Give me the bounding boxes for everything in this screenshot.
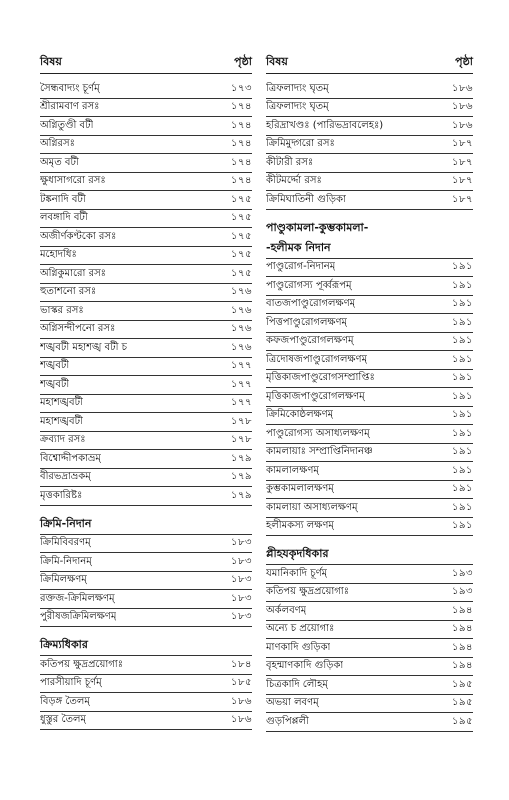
entry-page: ১৭৯: [231, 489, 252, 501]
entry-title: কামলায়া অসাধ্যলক্ষণম্: [266, 501, 358, 513]
entry-page: ১৭৪: [231, 156, 252, 168]
toc-entry: [266, 713, 473, 732]
toc-entry: [40, 99, 252, 118]
entry-title: পাণ্ডুরোগস্য পূর্ব্বরূপম্: [266, 279, 352, 291]
entry-page: ১৮৩: [231, 537, 252, 549]
entry-title: কতিপয় ক্ষুদ্রপ্রয়োগাঃ: [40, 658, 124, 670]
toc-entry: [266, 351, 473, 370]
entry-page: ১৭৯: [231, 452, 252, 464]
entry-title: কুম্ভকামলালক্ষণম্: [266, 483, 334, 495]
entry-page: ১৭৯: [231, 471, 252, 483]
toc-entry: [40, 553, 252, 572]
entry-title: কতিপয় ক্ষুদ্রপ্রয়োগাঃ: [266, 586, 350, 598]
section-title: পাণ্ডুকামলা-কুম্ভকামলা-: [266, 220, 369, 234]
entry-title: কামলায়াঃ সম্প্রাপ্তিনিদানঞ্চ: [266, 446, 373, 458]
entry-title: কীটারী রসঃ: [266, 156, 314, 168]
right-entry-list: [266, 80, 473, 210]
entry-title: রক্তজ-ক্রিমিলক্ষণম্: [40, 592, 115, 604]
entry-page: ১৯১: [452, 261, 473, 273]
toc-entry: [266, 296, 473, 315]
entry-title: অগ্নিসন্দীপনো রসঃ: [40, 323, 116, 335]
toc-entry: [266, 388, 473, 407]
entry-title: অভয়া লবণম্: [266, 697, 319, 709]
toc-entry: [40, 339, 252, 358]
toc-entry: [266, 621, 473, 640]
entry-page: ১৯১: [452, 483, 473, 495]
left-column: [40, 52, 252, 730]
entry-page: ১৯৫: [452, 697, 473, 709]
entry-title: শঙ্খবটী: [40, 360, 70, 372]
entry-title: কফজপাণ্ডুরোগলক্ষণম্: [266, 335, 354, 347]
toc-entry: [40, 609, 252, 628]
entry-title: অর্কলবণম্: [266, 604, 307, 616]
entry-title: বিশ্বোদ্দীপকাভ্রম্: [40, 452, 101, 464]
toc-entry: [40, 358, 252, 377]
entry-page: ১৮৬: [231, 714, 252, 726]
entry-title: শঙ্খবটী মহাশঙ্খ বটী চ: [40, 341, 128, 353]
entry-page: ১৭৮: [231, 415, 252, 427]
entry-page: ১৮৭: [452, 175, 473, 187]
toc-entry: [266, 117, 473, 136]
toc-entry: [266, 154, 473, 173]
entry-page: ১৯১: [452, 390, 473, 402]
entry-page: ১৯৪: [452, 604, 473, 616]
left-entry-list: [40, 80, 252, 506]
entry-page: ১৭৪: [231, 175, 252, 187]
right-column: [266, 52, 473, 732]
entry-title: মৃত্তিকাজপাণ্ডুরোগসম্প্রাপ্তিঃ: [266, 372, 375, 384]
entry-title: বীরভদ্রাভ্রকম্: [40, 471, 91, 483]
toc-entry: [266, 518, 473, 537]
entry-title: কামলালক্ষণম্: [266, 464, 319, 476]
entry-title: বাতজপাণ্ডুরোগলক্ষণম্: [266, 298, 356, 310]
entry-page: ১৯৩: [452, 586, 473, 598]
entry-page: ১৮৭: [452, 156, 473, 168]
toc-entry: [266, 565, 473, 584]
toc-entry: [266, 481, 473, 500]
entry-page: ১৭৪: [231, 101, 252, 113]
entry-title: অগ্নিকুমারো রসঃ: [40, 267, 107, 279]
entry-title: মহোদধিঃ: [40, 249, 77, 261]
toc-entry: [266, 444, 473, 463]
entry-title: ক্রিমি-নিদানম্: [40, 555, 92, 567]
left-section1-list: [40, 535, 252, 628]
left-header: [40, 52, 252, 74]
entry-page: ১৮৩: [231, 611, 252, 623]
entry-title: মৃত্তকারিষ্টঃ: [40, 489, 83, 501]
entry-page: ১৯৪: [452, 623, 473, 635]
toc-entry: [40, 284, 252, 303]
entry-title: শঙ্খবটী: [40, 378, 70, 390]
entry-page: ১৮৩: [231, 574, 252, 586]
entry-page: ১৯৩: [452, 567, 473, 579]
entry-page: ১৭৫: [231, 193, 252, 205]
toc-entry: [266, 462, 473, 481]
entry-title: ক্রিমিবিবরণম্: [40, 537, 91, 549]
toc-entry: [40, 191, 252, 210]
toc-entry: [266, 333, 473, 352]
entry-page: ১৭৬: [231, 286, 252, 298]
toc-entry: [266, 695, 473, 714]
toc-entry: [266, 425, 473, 444]
toc-entry: [266, 676, 473, 695]
header-subject: বিষয়: [40, 55, 62, 68]
toc-entry: [40, 376, 252, 395]
entry-page: ১৭৭: [231, 378, 252, 390]
toc-entry: [266, 584, 473, 603]
entry-title: পাণ্ডুরোগ-নিদানম্: [266, 261, 336, 273]
toc-entry: [40, 675, 252, 694]
entry-title: ধুস্তুর তৈলম্: [40, 714, 87, 726]
entry-title: ক্ষুধাসাগরো রসঃ: [40, 175, 106, 187]
right-header: [266, 52, 473, 74]
entry-page: ১৯৫: [452, 678, 473, 690]
toc-entry: [40, 210, 252, 229]
section-title: ক্রিম্যধিকার: [40, 635, 252, 656]
entry-page: ১৯১: [452, 353, 473, 365]
entry-page: ১৮৩: [231, 555, 252, 567]
entry-title: মহাশঙ্খবটী: [40, 397, 83, 409]
toc-entry: [40, 154, 252, 173]
toc-entry: [40, 413, 252, 432]
toc-entry: [266, 99, 473, 118]
toc-entry: [40, 656, 252, 675]
toc-entry: [40, 572, 252, 591]
section-title: প্লীহযকৃদধিকার: [266, 544, 473, 565]
toc-entry: [40, 321, 252, 340]
entry-page: ১৭৭: [231, 397, 252, 409]
entry-title: হলীমকস্য লক্ষণম্: [266, 520, 334, 532]
toc-entry: [266, 136, 473, 155]
entry-page: ১৯১: [452, 464, 473, 476]
entry-page: ১৮৭: [452, 193, 473, 205]
entry-title: অন্যে চ প্রয়োগাঃ: [266, 623, 335, 635]
toc-entry: [266, 602, 473, 621]
entry-page: ১৭৬: [231, 341, 252, 353]
entry-page: ১৯১: [452, 372, 473, 384]
toc-entry: [266, 370, 473, 389]
entry-page: ১৭৪: [231, 138, 252, 150]
entry-title: পারসীয়াদি চূর্ণম্: [40, 677, 102, 689]
toc-entry: [40, 265, 252, 284]
header-page: পৃষ্ঠা: [234, 55, 252, 68]
toc-entry: [40, 487, 252, 506]
entry-title: ক্রিমিমুদ্গরো রসঃ: [266, 138, 335, 150]
entry-title: ক্রিমিঘাতিনী গুড়িকা: [266, 193, 346, 205]
entry-title: চিত্রকাদি লৌহম্: [266, 678, 328, 690]
toc-entry: [266, 658, 473, 677]
entry-title: হুতাশনো রসঃ: [40, 286, 97, 298]
section-title-cont: -হলীমক নিদান: [266, 238, 473, 259]
toc-entry: [40, 450, 252, 469]
toc-entry: [40, 712, 252, 731]
entry-page: ১৮৬: [452, 101, 473, 113]
entry-title: অগ্নিরসঃ: [40, 138, 75, 150]
right-section1-list: [266, 259, 473, 537]
entry-page: ১৭৬: [231, 304, 252, 316]
toc-entry: [40, 247, 252, 266]
entry-title: গুড়পিপ্পলী: [266, 715, 309, 727]
entry-page: ১৯১: [452, 409, 473, 421]
entry-page: ১৭৫: [231, 212, 252, 224]
toc-entry: [266, 499, 473, 518]
toc-entry: [40, 395, 252, 414]
toc-entry: [266, 639, 473, 658]
entry-page: ১৮৬: [452, 82, 473, 94]
toc-entry: [40, 117, 252, 136]
toc-entry: [40, 302, 252, 321]
toc-entry: [266, 277, 473, 296]
entry-title: মাণকাদি গুড়িকা: [266, 641, 331, 653]
toc-entry: [40, 432, 252, 451]
entry-title: লবঙ্গাদি বটী: [40, 212, 88, 224]
entry-title: মহাশঙ্খবটী: [40, 415, 83, 427]
header-page: পৃষ্ঠা: [455, 55, 473, 68]
entry-page: ১৯৪: [452, 660, 473, 672]
entry-title: টঙ্কনাদি বটী: [40, 193, 86, 205]
entry-title: অমৃত বটী: [40, 156, 79, 168]
entry-page: ১৯১: [452, 316, 473, 328]
entry-title: পুরীষজক্রিমিলক্ষণম্: [40, 611, 117, 623]
entry-title: পিত্তপাণ্ডুরোগলক্ষণম্: [266, 316, 348, 328]
entry-title: ক্রিমিকোষ্ঠলক্ষণম্: [266, 409, 334, 421]
entry-title: বৃহন্মাণকাদি গুড়িকা: [266, 660, 344, 672]
right-section2-list: [266, 565, 473, 732]
entry-page: ১৮৬: [452, 119, 473, 131]
entry-page: ১৮৬: [231, 695, 252, 707]
entry-page: ১৯১: [452, 335, 473, 347]
entry-title: ত্রিদোষজপাণ্ডুরোগলক্ষণম্: [266, 353, 368, 365]
entry-page: ১৯৪: [452, 641, 473, 653]
entry-title: ত্রিফলাদ্যং ঘৃতম্: [266, 101, 329, 113]
entry-page: ১৯১: [452, 298, 473, 310]
entry-title: অজীর্ণকণ্টকো রসঃ: [40, 230, 117, 242]
entry-title: শ্রীরামবাণ রসঃ: [40, 101, 100, 113]
toc-entry: [40, 173, 252, 192]
toc-entry: [40, 136, 252, 155]
entry-title: ক্রিমিলক্ষণম্: [40, 574, 87, 586]
entry-page: ১৯১: [452, 446, 473, 458]
header-subject: বিষয়: [266, 55, 288, 68]
entry-page: ১৭৪: [231, 119, 252, 131]
entry-page: ১৯১: [452, 520, 473, 532]
entry-title: যমানিকাদি চূর্ণম্: [266, 567, 328, 579]
entry-title: সৈন্ধবাদ্যং চূর্ণম্: [40, 82, 100, 94]
toc-entry: [40, 693, 252, 712]
entry-page: ১৭৫: [231, 267, 252, 279]
entry-title: ত্রিফলাদ্যং ঘৃতম্: [266, 82, 329, 94]
entry-page: ১৯৫: [452, 715, 473, 727]
entry-page: ১৮৭: [452, 138, 473, 150]
entry-page: ১৯১: [452, 427, 473, 439]
toc-entry: [40, 535, 252, 554]
toc-entry: [266, 407, 473, 426]
entry-page: ১৭৭: [231, 360, 252, 372]
entry-page: ১৯১: [452, 279, 473, 291]
entry-title: হরিদ্রাখণ্ডঃ (পারিভদ্রাবলেহঃ): [266, 119, 384, 131]
section-title: ক্রিমি-নিদান: [40, 514, 252, 535]
entry-page: ১৭৫: [231, 249, 252, 261]
entry-title: বিড়ঙ্গ তৈলম্: [40, 695, 90, 707]
entry-title: অগ্নিতুণ্ডী বটী: [40, 119, 94, 131]
toc-entry: [266, 80, 473, 99]
entry-title: ভাস্কর রসঃ: [40, 304, 84, 316]
entry-title: পাণ্ডুরোগস্য অসাধ্যলক্ষণম্: [266, 427, 370, 439]
entry-title: ক্রব্যাদ রসঃ: [40, 434, 86, 446]
entry-page: ১৭৬: [231, 323, 252, 335]
left-section2-list: [40, 656, 252, 730]
entry-page: ১৮৪: [231, 658, 252, 670]
entry-page: ১৭৫: [231, 230, 252, 242]
entry-title: কীটমর্দ্দো রসঃ: [266, 175, 322, 187]
toc-entry: [40, 80, 252, 99]
toc-entry: [266, 173, 473, 192]
entry-page: ১৮৩: [231, 592, 252, 604]
toc-entry: [40, 228, 252, 247]
entry-title: মৃত্তিকাজপাণ্ডুরোগলক্ষণম্: [266, 390, 365, 402]
entry-page: ১৮৫: [231, 677, 252, 689]
toc-entry: [266, 314, 473, 333]
entry-page: ১৭৩: [231, 82, 252, 94]
toc-entry: [40, 590, 252, 609]
toc-entry: [266, 259, 473, 278]
entry-page: ১৯১: [452, 501, 473, 513]
entry-page: ১৭৮: [231, 434, 252, 446]
toc-entry: [40, 469, 252, 488]
toc-entry: [266, 191, 473, 210]
